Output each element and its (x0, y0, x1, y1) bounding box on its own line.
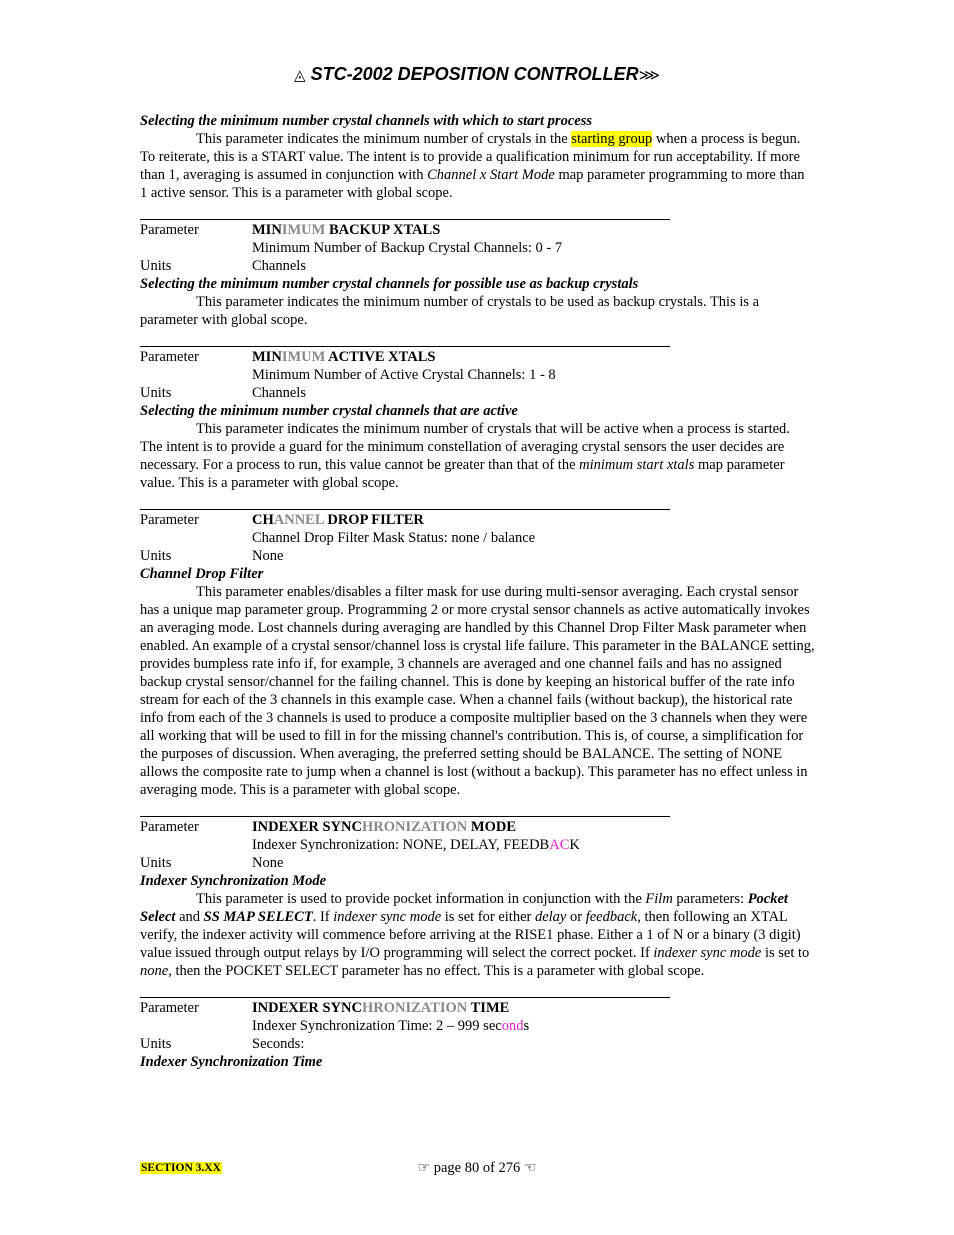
drop-parameter-row: Parameter CHANNEL DROP FILTER (140, 512, 424, 528)
active-paragraph: This parameter indicates the minimum number of crystals that will be active when a process is started. The intent is to provide a guard for the minimum constellation of averaging crystal sensors the user decides are necessary. For a process to run, this value cannot be greater than that of the minimum start xtals map parameter value. This is a parameter with global scope. (140, 421, 790, 491)
drop-units-row: Units None (140, 548, 284, 564)
synctime-units-row: Units Seconds: (140, 1036, 305, 1052)
backup-subtitle: Selecting the minimum number crystal channels for possible use as backup crystals (140, 276, 639, 292)
document-body (140, 112, 815, 1071)
syncmode-subtitle: Indexer Synchronization Mode (140, 873, 327, 889)
active-units-row: Units Channels (140, 385, 306, 401)
hand-right-icon: ☞ (417, 1160, 431, 1176)
page-number: ☞ page 80 of 276 ☜ (417, 1160, 537, 1176)
section-label: SECTION 3.XX (141, 1162, 221, 1174)
backup-description-row: Minimum Number of Backup Crystal Channels: 0 - 7 (252, 240, 563, 256)
page-header (0, 64, 954, 85)
divider (140, 980, 670, 998)
backup-parameter-name: MINIMUM BACKUP XTALS (252, 222, 441, 238)
triangle-right-icon: ⋙ (638, 67, 660, 84)
page-title: STC-2002 DEPOSITION CONTROLLER (310, 64, 639, 84)
synctime-parameter-name: INDEXER SYNCHRONIZATION TIME (252, 1000, 510, 1016)
syncmode-parameter-row: Parameter INDEXER SYNCHRONIZATION MODE (140, 819, 516, 835)
syncmode-description-row: Indexer Synchronization: NONE, DELAY, FEEDBACK (252, 837, 580, 853)
active-parameter-row: Parameter MINIMUM ACTIVE XTALS (140, 349, 436, 365)
active-parameter-name: MINIMUM ACTIVE XTALS (252, 349, 436, 365)
syncmode-units-row: Units None (140, 855, 284, 871)
hand-left-icon: ☜ (523, 1160, 537, 1176)
intro-subtitle: Selecting the minimum number crystal channels with which to start process (140, 113, 592, 129)
intro-paragraph: This parameter indicates the minimum number of crystals in the starting group when a process is begun. To reiterate, this is a START value. The intent is to provide a qualification minimum for run acceptability. If more than 1, averaging is assumed in conjunction with Channel x Start Mode map parameter programming to more than 1 active sensor. This is a parameter with global scope. (140, 131, 805, 201)
drop-parameter-name: CHANNEL DROP FILTER (252, 512, 424, 528)
divider (140, 202, 670, 220)
divider (140, 492, 670, 510)
drop-paragraph: This parameter enables/disables a filter mask for use during multi-sensor averaging. Each crystal sensor has a unique map parameter group. Programming 2 or more crystal sensor channels as active automatically invokes an averaging mode. Lost channels during averaging are handled by this Channel Drop Filter Mask parameter when enabled. An example of a crystal sensor/channel loss is crystal life failure. This parameter in the BALANCE setting, provides bumpless rate info if, for example, 3 channels are averaged and one channel fails and has no assigned backup crystal sensor/channel for the failing channel. This is done by keeping an historical buffer of the rate info stream for each of the 3 channels in this example case. When a channel fails (without backup), the historical rate info from each of the 3 channels is used to produce a composite multiplier based on the 3 channels when they were all working that will be used to fill in for the missing channel's contribution. This is, of course, a simplification for the purposes of discussion. When averaging, the preferred setting should be BALANCE. The setting of NONE allows the composite rate to jump when a channel is lost (without a backup). This parameter has no effect unless in averaging mode. This is a parameter with global scope. (140, 584, 815, 798)
active-subtitle: Selecting the minimum number crystal channels that are active (140, 403, 518, 419)
triangle-left-icon: ◬ (294, 67, 306, 84)
drop-subtitle: Channel Drop Filter (140, 566, 264, 582)
synctime-description-row: Indexer Synchronization Time: 2 – 999 seconds (252, 1018, 530, 1034)
divider (140, 799, 670, 817)
synctime-subtitle: Indexer Synchronization Time (140, 1054, 323, 1070)
backup-parameter-row: Parameter MINIMUM BACKUP XTALS (140, 222, 441, 238)
page-footer (0, 1160, 954, 1180)
active-description-row: Minimum Number of Active Crystal Channels: 1 - 8 (252, 367, 556, 383)
backup-paragraph: This parameter indicates the minimum number of crystals to be used as backup crystals. This is a parameter with global scope. (140, 294, 760, 328)
synctime-parameter-row: Parameter INDEXER SYNCHRONIZATION TIME (140, 1000, 510, 1016)
backup-units-row: Units Channels (140, 258, 306, 274)
highlighted-text: starting group (571, 131, 653, 147)
syncmode-paragraph: This parameter is used to provide pocket information in conjunction with the Film parameters: Pocket Select and SS MAP SELECT. If indexer sync mode is set for either delay or feedback, then following an XTAL verify, the indexer activity will commence before arriving at the RISE1 phase. Either a 1 of N or a binary (3 digit) value issued through output relays by I/O programming will select the correct pocket. If indexer sync mode is set to none, then the POCKET SELECT parameter has no effect. This is a parameter with global scope. (140, 891, 810, 979)
divider (140, 329, 670, 347)
syncmode-parameter-name: INDEXER SYNCHRONIZATION MODE (252, 819, 516, 835)
drop-description-row: Channel Drop Filter Mask Status: none / balance (252, 530, 536, 546)
